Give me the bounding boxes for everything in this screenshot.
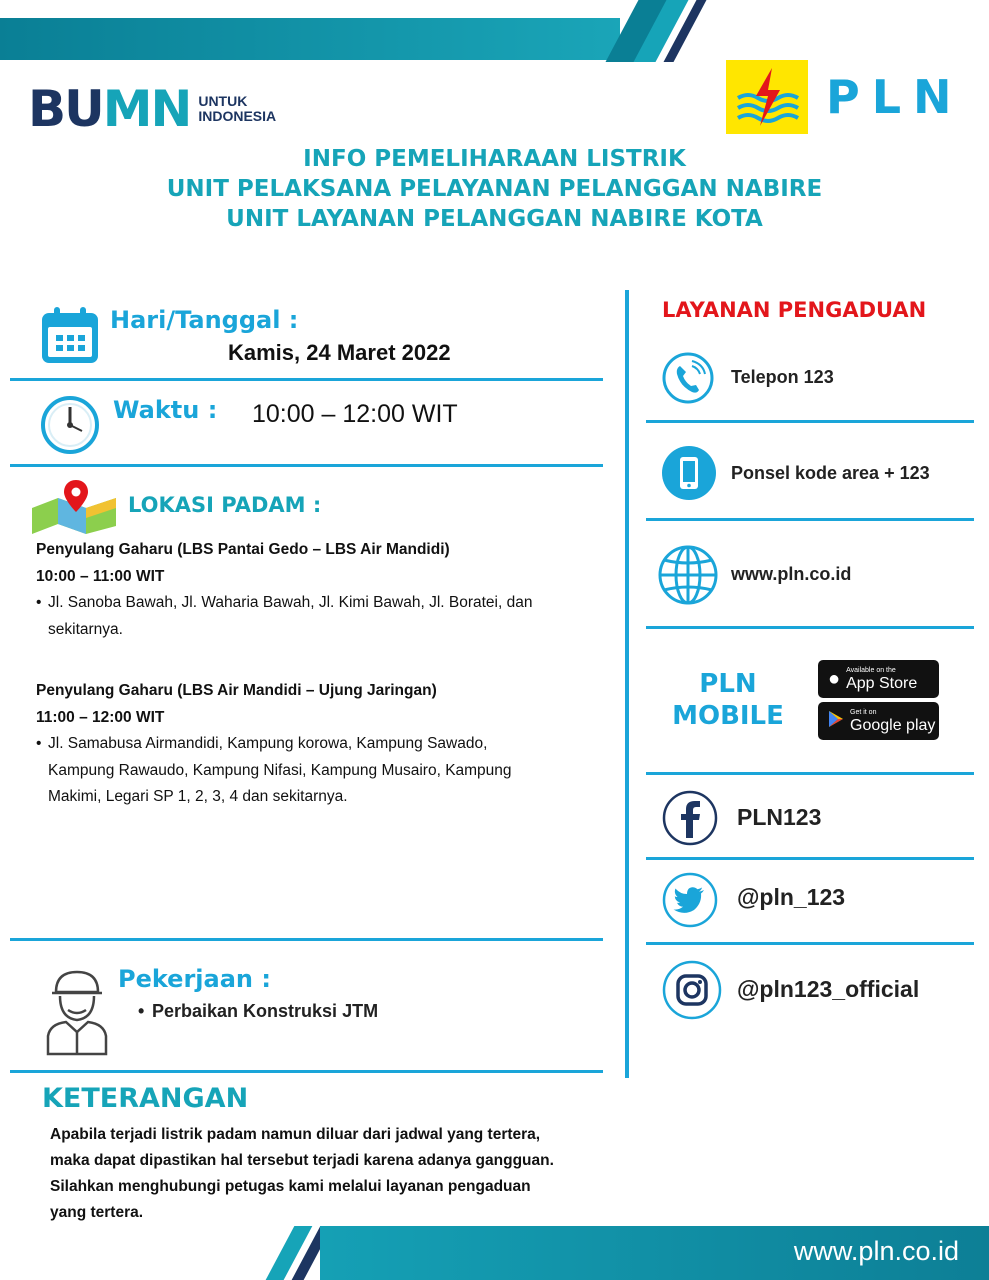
segment-1-feeder: Penyulang Gaharu (LBS Pantai Gedo – LBS Air Mandidi) <box>36 541 450 558</box>
segment-1-areas-line2: sekitarnya. <box>48 620 123 638</box>
work-item-text: Perbaikan Konstruksi JTM <box>152 1001 379 1021</box>
bumn-wordmark-m: MN <box>102 80 191 138</box>
phone-icon <box>662 350 714 411</box>
pln-logo <box>726 60 964 134</box>
segment-2-areas-line3: Makimi, Legari SP 1, 2, 3, 4 dan sekitarnya. <box>48 788 348 805</box>
notes-line2: maka dapat dipastikan hal tersebut terjadi karena adanya gangguan. <box>50 1152 554 1169</box>
segment-2-feeder: Penyulang Gaharu (LBS Air Mandidi – Ujung Jaringan) <box>36 682 437 699</box>
instagram-icon[interactable] <box>662 958 722 1027</box>
divider-work <box>10 1070 603 1073</box>
bullet-dot: • <box>36 735 42 752</box>
bumn-tagline-line1: UNTUK <box>198 93 248 109</box>
date-label: Hari/Tanggal : <box>110 306 299 334</box>
app-store-button[interactable] <box>818 660 939 698</box>
footer-url[interactable]: www.pln.co.id <box>793 1236 959 1266</box>
time-value: 10:00 – 12:00 WIT <box>252 400 458 428</box>
divider-date <box>10 378 603 381</box>
phone-text: Telepon 123 <box>731 367 834 387</box>
segment-2-areas-line1: Jl. Samabusa Airmandidi, Kampung korowa, Kampung Sawado, <box>48 735 488 752</box>
bumn-wordmark <box>28 80 191 138</box>
divider-mobile <box>646 518 974 521</box>
complaints-title: LAYANAN PENGADUAN <box>662 298 927 322</box>
notes-line1: Apabila terjadi listrik padam namun diluar dari jadwal yang tertera, <box>50 1126 541 1143</box>
bumn-logo <box>28 80 277 138</box>
worker-icon <box>44 966 110 1061</box>
map-location-icon <box>28 478 120 539</box>
pln-mobile-title <box>650 668 806 732</box>
twitter-handle: @pln_123 <box>737 884 846 910</box>
google-play-icon <box>828 710 844 733</box>
facebook-handle: PLN123 <box>737 804 822 830</box>
top-right-stripes <box>610 0 710 62</box>
pln-wordmark: PLN <box>826 70 964 124</box>
divider-location <box>10 938 603 941</box>
google-play-big: Google play <box>850 716 936 734</box>
segment-2-time: 11:00 – 12:00 WIT <box>36 708 165 726</box>
bumn-wordmark-b: BU <box>28 80 103 138</box>
google-play-text <box>850 709 935 734</box>
twitter-icon[interactable] <box>662 870 718 935</box>
column-divider <box>625 290 629 1078</box>
location-label: LOKASI PADAM : <box>128 493 322 517</box>
bumn-tagline-line2: INDONESIA <box>198 108 277 124</box>
segment-2-areas <box>36 731 616 758</box>
notes-body <box>50 1122 630 1226</box>
mobile-text: Ponsel kode area + 123 <box>731 463 930 483</box>
title-line3: UNIT LAYANAN PELANGGAN NABIRE KOTA <box>226 206 763 232</box>
divider-app <box>646 772 974 775</box>
segment-1-areas-line1: Jl. Sanoba Bawah, Jl. Waharia Bawah, Jl. Kimi Bawah, Jl. Boratei, dan <box>48 594 533 611</box>
time-label: Waktu : <box>113 396 218 424</box>
segment-1-time: 10:00 – 11:00 WIT <box>36 567 165 585</box>
work-item <box>138 1001 378 1022</box>
divider-web <box>646 626 974 629</box>
segment-2-areas-line2: Kampung Rawaudo, Kampung Nifasi, Kampung Musairo, Kampung <box>48 761 512 779</box>
pln-emblem <box>726 60 808 134</box>
globe-icon <box>656 540 720 615</box>
notes-title: KETERANGAN <box>42 1083 249 1114</box>
facebook-icon[interactable] <box>662 788 718 853</box>
mobile-phone-icon <box>662 446 716 500</box>
segment-1-areas <box>36 590 616 617</box>
segment-2 <box>36 678 616 811</box>
bullet-dot: • <box>138 1001 145 1021</box>
web-text: www.pln.co.id <box>731 564 852 584</box>
divider-twitter <box>646 942 974 945</box>
instagram-handle: @pln123_official <box>737 976 920 1002</box>
notes-line4: yang tertera. <box>50 1204 144 1221</box>
pln-mobile-title-line2: MOBILE <box>672 701 784 731</box>
google-play-small: Get it on <box>850 708 877 716</box>
title-line1: INFO PEMELIHARAAN LISTRIK <box>303 146 686 172</box>
work-label: Pekerjaan : <box>118 965 271 993</box>
divider-phone <box>646 420 974 423</box>
date-value: Kamis, 24 Maret 2022 <box>228 340 451 365</box>
clock-icon <box>40 395 100 460</box>
apple-icon: ● <box>828 668 841 690</box>
bullet-dot: • <box>36 594 42 611</box>
pln-mobile-title-line1: PLN <box>699 669 757 699</box>
app-store-small: Available on the <box>846 666 896 674</box>
page-title <box>0 144 989 234</box>
top-banner <box>0 18 620 60</box>
notes-line3: Silahkan menghubungi petugas kami melalui layanan pengaduan <box>50 1178 531 1195</box>
bumn-tagline <box>198 94 276 124</box>
divider-facebook <box>646 857 974 860</box>
calendar-icon <box>40 305 100 370</box>
title-line2: UNIT PELAKSANA PELAYANAN PELANGGAN NABIRE <box>166 176 823 202</box>
segment-1 <box>36 537 616 643</box>
google-play-button[interactable] <box>818 702 939 740</box>
divider-time <box>10 464 603 467</box>
app-store-big: App Store <box>846 674 918 692</box>
app-store-text <box>846 667 917 692</box>
